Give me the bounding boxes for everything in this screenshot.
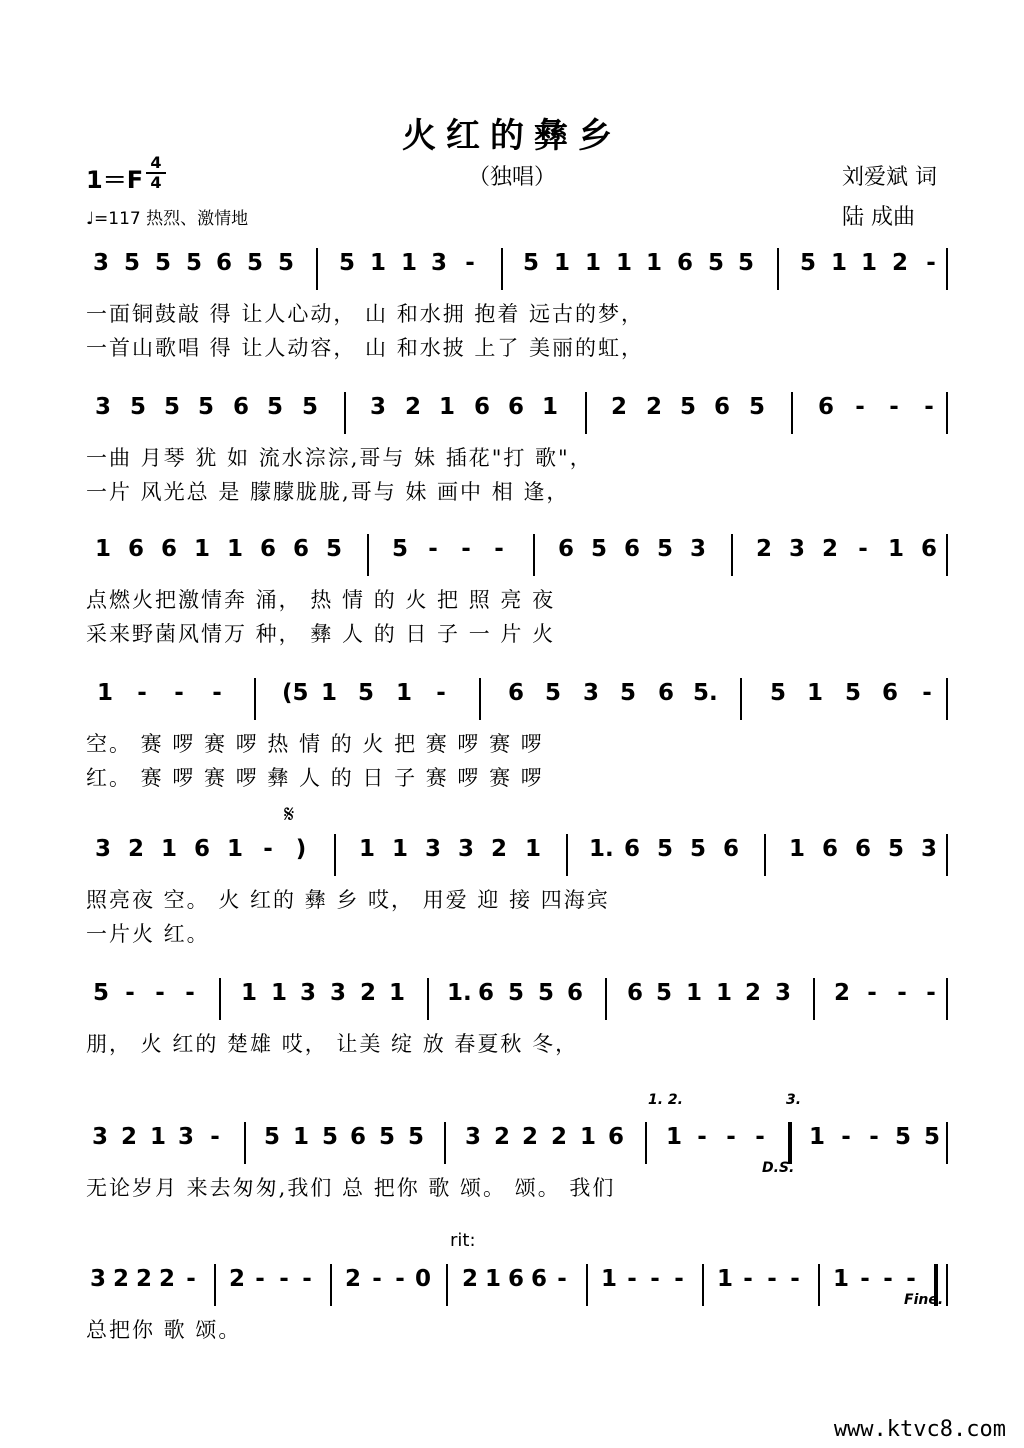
note: 1: [484, 1266, 501, 1292]
barline: [533, 534, 535, 576]
barline: [946, 978, 948, 1020]
note: 1: [240, 980, 257, 1006]
note: 5: [656, 836, 673, 862]
note: -: [790, 1266, 800, 1292]
note: 6: [821, 836, 838, 862]
note: -: [926, 980, 936, 1006]
note: -: [436, 680, 446, 706]
note: 3: [424, 836, 441, 862]
lyric-line: 一面铜鼓敲 得 让人心动， 山 和水拥 抱着 远古的梦，: [86, 302, 645, 326]
barline: [244, 1122, 246, 1164]
barline: [214, 1264, 216, 1306]
note: 6: [881, 680, 898, 706]
note: 5: [263, 1124, 280, 1150]
note: -: [674, 1266, 684, 1292]
segno-sign: 𝄋: [284, 800, 295, 828]
note: 1: [524, 836, 541, 862]
barline: [446, 1264, 448, 1306]
note: 1: [808, 1124, 825, 1150]
note: 3: [94, 836, 111, 862]
note: 6: [817, 394, 834, 420]
note: 3: [369, 394, 386, 420]
barline: [427, 978, 429, 1020]
note: 2: [359, 980, 376, 1006]
note: -: [883, 1266, 893, 1292]
note: -: [263, 836, 273, 862]
note: 3: [774, 980, 791, 1006]
note: 2: [550, 1124, 567, 1150]
barline: [813, 978, 815, 1020]
note: 5: [679, 394, 696, 420]
note: 1.: [589, 836, 614, 862]
note: -: [726, 1124, 736, 1150]
subtitle: （独唱）: [467, 165, 556, 190]
note: 3: [920, 836, 937, 862]
note: 2: [610, 394, 627, 420]
volta2-marking: 3.: [786, 1092, 802, 1108]
note: 3: [689, 536, 706, 562]
note: 0: [414, 1266, 431, 1292]
barline: [566, 834, 568, 876]
note: 1: [579, 1124, 596, 1150]
note: 6: [626, 980, 643, 1006]
note: 1: [832, 1266, 849, 1292]
barline: [946, 1122, 948, 1164]
note: 5: [544, 680, 561, 706]
note: 6: [623, 536, 640, 562]
note: 1: [600, 1266, 617, 1292]
note: 3: [89, 1266, 106, 1292]
note: 5: [887, 836, 904, 862]
barline: [334, 834, 336, 876]
note: 6: [566, 980, 583, 1006]
note: 2: [490, 836, 507, 862]
note: 1: [400, 250, 417, 276]
note: 1: [160, 836, 177, 862]
note: 5: [338, 250, 355, 276]
note: 6: [349, 1124, 366, 1150]
time-denominator: 4: [150, 173, 162, 192]
note: 1: [391, 836, 408, 862]
lyric-line: 总把你 歌 颂。: [86, 1318, 242, 1342]
note: 1: [320, 680, 337, 706]
note: 5: [656, 536, 673, 562]
note: 5: [129, 394, 146, 420]
note: 5: [301, 394, 318, 420]
note: 5: [163, 394, 180, 420]
note: 5: [266, 394, 283, 420]
note: 5: [321, 1124, 338, 1150]
barline: [740, 678, 742, 720]
barline: [946, 678, 948, 720]
barline: [946, 834, 948, 876]
note: 6: [530, 1266, 547, 1292]
note: -: [841, 1124, 851, 1150]
note: 6: [722, 836, 739, 862]
barline: [946, 248, 948, 290]
note: -: [557, 1266, 567, 1292]
note: -: [867, 980, 877, 1006]
note: 6: [127, 536, 144, 562]
note: 6: [676, 250, 693, 276]
note: 5: [407, 1124, 424, 1150]
note: 2: [821, 536, 838, 562]
barline: [254, 678, 256, 720]
lyric-line: 一片火 红。: [86, 922, 210, 946]
note: 5: [325, 536, 342, 562]
lyric-line: 朋， 火 红的 楚雄 哎， 让美 绽 放 春夏秋 冬，: [86, 1032, 579, 1056]
note: -: [212, 680, 222, 706]
note: 1: [584, 250, 601, 276]
note: -: [627, 1266, 637, 1292]
note: 6: [657, 680, 674, 706]
barline: [219, 978, 221, 1020]
note: 2: [228, 1266, 245, 1292]
note: 6: [259, 536, 276, 562]
note: 3: [329, 980, 346, 1006]
volta1-marking: 1. 2.: [648, 1092, 683, 1108]
barline: [946, 1264, 948, 1306]
note: 2: [120, 1124, 137, 1150]
note: 6: [507, 1266, 524, 1292]
note: 3: [430, 250, 447, 276]
note: 5: [123, 250, 140, 276]
note: -: [185, 980, 195, 1006]
note: 2: [112, 1266, 129, 1292]
note: -: [650, 1266, 660, 1292]
note: 1: [292, 1124, 309, 1150]
note: 6: [623, 836, 640, 862]
note: 2: [127, 836, 144, 862]
note: -: [137, 680, 147, 706]
note: 5: [522, 250, 539, 276]
barline: [788, 1122, 792, 1164]
note: -: [889, 394, 899, 420]
note: -: [302, 1266, 312, 1292]
note: 3: [177, 1124, 194, 1150]
ds-marking: D.S.: [762, 1160, 795, 1176]
note: 5: [844, 680, 861, 706]
note: -: [869, 1124, 879, 1150]
lyric-line: 一首山歌唱 得 让人动容， 山 和水披 上了 美丽的虹，: [86, 336, 645, 360]
note: -: [858, 536, 868, 562]
note: 1: [615, 250, 632, 276]
note: 1: [665, 1124, 682, 1150]
lyric-line: 一曲 月琴 犹 如 流水淙淙,哥与 妹 插花"打 歌"，: [86, 446, 593, 470]
barline: [777, 248, 779, 290]
note: 5: [357, 680, 374, 706]
note: -: [395, 1266, 405, 1292]
note: -: [372, 1266, 382, 1292]
note: -: [461, 536, 471, 562]
note: 1: [388, 980, 405, 1006]
note: 6: [507, 394, 524, 420]
note: 6: [193, 836, 210, 862]
note: 1: [645, 250, 662, 276]
note: 1: [395, 680, 412, 706]
note: 6: [557, 536, 574, 562]
note: 5: [799, 250, 816, 276]
lyric-line: 空。 赛 啰 赛 啰 热 情 的 火 把 赛 啰 赛 啰: [86, 732, 544, 756]
note: -: [755, 1124, 765, 1150]
note: 2: [833, 980, 850, 1006]
barline: [586, 1264, 588, 1306]
note: -: [922, 680, 932, 706]
note: 6: [854, 836, 871, 862]
note: -: [125, 980, 135, 1006]
note: 1: [149, 1124, 166, 1150]
note: 6: [507, 680, 524, 706]
note: -: [174, 680, 184, 706]
note: 6: [160, 536, 177, 562]
note: 2: [344, 1266, 361, 1292]
note: 5: [507, 980, 524, 1006]
note: 5.: [693, 680, 718, 706]
note: 5: [655, 980, 672, 1006]
song-title: 火红的彝乡: [402, 116, 622, 156]
note: 1.: [447, 980, 472, 1006]
note: 2: [891, 250, 908, 276]
note: -: [860, 1266, 870, 1292]
barline: [818, 1264, 820, 1306]
note: 1: [860, 250, 877, 276]
note: 3: [464, 1124, 481, 1150]
note: 1: [806, 680, 823, 706]
barline: [791, 392, 793, 434]
note: -: [697, 1124, 707, 1150]
barline: [731, 534, 733, 576]
note: 3: [92, 250, 109, 276]
note: 5: [894, 1124, 911, 1150]
note: 5: [246, 250, 263, 276]
note: 2: [744, 980, 761, 1006]
note: 6: [473, 394, 490, 420]
barline: [330, 1264, 332, 1306]
barline: [479, 678, 481, 720]
note: 6: [232, 394, 249, 420]
lyric-line: 照亮夜 空。 火 红的 彝 乡 哎， 用爱 迎 接 四海宾: [86, 888, 610, 912]
barline: [344, 392, 346, 434]
note: 6: [215, 250, 232, 276]
note: 1: [96, 680, 113, 706]
barline: [764, 834, 766, 876]
tempo-marking: ♩=117 热烈、激情地: [86, 209, 249, 229]
lyric-line: 无论岁月 来去匆匆,我们 总 把你 歌 颂。 颂。 我们: [86, 1176, 616, 1200]
note: 6: [477, 980, 494, 1006]
note: -: [279, 1266, 289, 1292]
lyric-line: 红。 赛 啰 赛 啰 彝 人 的 日 子 赛 啰 赛 啰: [86, 766, 544, 790]
watermark: www.ktvc8.com: [833, 1417, 1006, 1442]
time-numerator: 4: [150, 153, 162, 172]
note: 3: [582, 680, 599, 706]
note: 1: [438, 394, 455, 420]
lyricist: 刘爱斌 词: [842, 165, 937, 190]
note: -: [897, 980, 907, 1006]
note: -: [186, 1266, 196, 1292]
barline: [605, 978, 607, 1020]
note: 5: [619, 680, 636, 706]
note: 3: [299, 980, 316, 1006]
note: 5: [197, 394, 214, 420]
barline: [444, 1122, 446, 1164]
note: 2: [755, 536, 772, 562]
composer: 陆 成曲: [842, 205, 915, 230]
note: 5: [923, 1124, 940, 1150]
note: 1: [685, 980, 702, 1006]
note: 2: [521, 1124, 538, 1150]
note: 2: [645, 394, 662, 420]
note: 5: [748, 394, 765, 420]
note: 1: [541, 394, 558, 420]
note: -: [428, 536, 438, 562]
note: 3: [91, 1124, 108, 1150]
note: 5: [92, 980, 109, 1006]
note: 3: [788, 536, 805, 562]
note: -: [924, 394, 934, 420]
note: 5: [590, 536, 607, 562]
note: 5: [737, 250, 754, 276]
note: 2: [158, 1266, 175, 1292]
note: 5: [769, 680, 786, 706]
note: 5: [537, 980, 554, 1006]
note: 1: [887, 536, 904, 562]
barline: [702, 1264, 704, 1306]
note: 3: [94, 394, 111, 420]
note: -: [494, 536, 504, 562]
note: 1: [830, 250, 847, 276]
note: 5: [689, 836, 706, 862]
barline: [946, 392, 948, 434]
barline: [585, 392, 587, 434]
note: 1: [553, 250, 570, 276]
barline: [367, 534, 369, 576]
note: 1: [715, 980, 732, 1006]
note: -: [210, 1124, 220, 1150]
note: 5: [707, 250, 724, 276]
lyric-line: 采来野菌风情万 种， 彝 人 的 日 子 一 片 火: [86, 622, 556, 646]
note: 6: [607, 1124, 624, 1150]
note: 6: [292, 536, 309, 562]
note: 1: [716, 1266, 733, 1292]
note: -: [255, 1266, 265, 1292]
note: 6: [920, 536, 937, 562]
note: -: [743, 1266, 753, 1292]
note: 1: [193, 536, 210, 562]
key-signature: 1＝F: [86, 166, 144, 194]
note: 2: [461, 1266, 478, 1292]
note: -: [465, 250, 475, 276]
note: 2: [135, 1266, 152, 1292]
note: 3: [457, 836, 474, 862]
note: ): [295, 836, 307, 862]
note: 1: [270, 980, 287, 1006]
note: 1: [358, 836, 375, 862]
note: 1: [94, 536, 111, 562]
note: 1: [226, 536, 243, 562]
note: 5: [378, 1124, 395, 1150]
note: 5: [391, 536, 408, 562]
fine-marking: Fine.: [904, 1292, 944, 1308]
note: 1: [788, 836, 805, 862]
note: -: [855, 394, 865, 420]
barline: [645, 1122, 647, 1164]
barline: [501, 248, 503, 290]
note: 2: [404, 394, 421, 420]
note: -: [155, 980, 165, 1006]
note: 1: [369, 250, 386, 276]
lyric-line: 一片 风光总 是 朦朦胧胧,哥与 妹 画中 相 逢，: [86, 480, 570, 504]
rit-marking: rit:: [450, 1230, 476, 1251]
note: (5: [282, 680, 309, 706]
note: 1: [226, 836, 243, 862]
note: 6: [713, 394, 730, 420]
note: -: [767, 1266, 777, 1292]
note: -: [906, 1266, 916, 1292]
barline: [946, 534, 948, 576]
note: 5: [154, 250, 171, 276]
barline: [316, 248, 318, 290]
note: -: [926, 250, 936, 276]
note: 5: [277, 250, 294, 276]
note: 2: [493, 1124, 510, 1150]
note: 5: [185, 250, 202, 276]
lyric-line: 点燃火把激情奔 涌， 热 情 的 火 把 照 亮 夜: [86, 588, 556, 612]
